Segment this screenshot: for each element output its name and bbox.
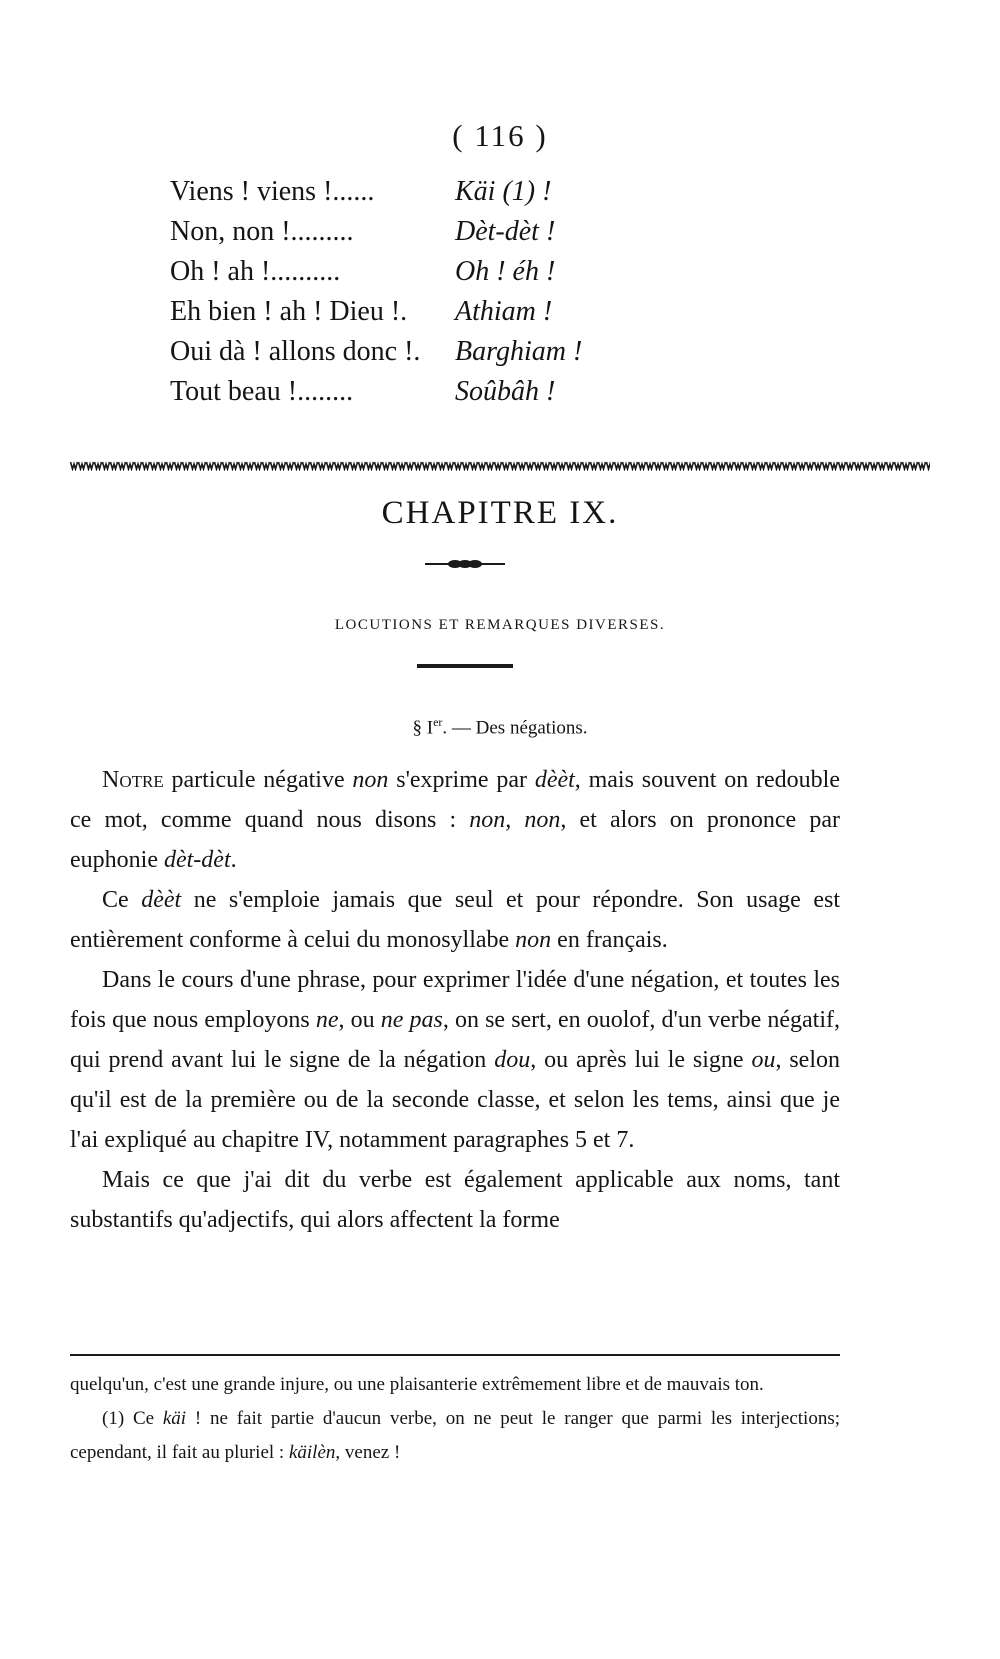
section-title: . — Des négations. (442, 717, 588, 739)
footnote-separator (70, 1354, 840, 1356)
french-interjection: Tout beau !........ (170, 376, 354, 407)
french-interjection: Eh bien ! ah ! Dieu !. (170, 296, 408, 327)
footnote-1 (70, 1402, 840, 1470)
interjection-row (170, 172, 690, 212)
text-run: Ce (102, 887, 142, 913)
wolof-interjection: Dèt-dèt ! (455, 216, 556, 247)
text-run: Mais ce que j'ai dit du verbe est également applicable aux noms, tant substantifs qu'adjectifs, qui alors affectent la forme (70, 1167, 840, 1233)
text-run: (1) Ce (102, 1408, 163, 1429)
lead-word: Notre (102, 767, 164, 793)
paragraph (70, 760, 840, 880)
interjection-row (170, 212, 690, 252)
section-mark: § I (412, 717, 434, 739)
text-run: , ou après lui le signe (530, 1047, 752, 1073)
section-heading (0, 715, 1000, 739)
paragraph (70, 880, 840, 960)
french-interjection: Oh ! ah !.......... (170, 256, 341, 287)
interjection-table (170, 172, 690, 412)
chapter-subtitle: LOCUTIONS ET REMARQUES DIVERSES. (334, 617, 666, 633)
italic-run: käi (162, 1408, 187, 1429)
text-run: s'exprime par (388, 767, 535, 793)
text-run: ne s'emploie jamais que seul et pour répondre. Son usage est entièrement conforme à celui du monosyllabe (70, 887, 840, 953)
interjection-row (170, 332, 690, 372)
page-number: ( 116 ) (452, 118, 548, 153)
french-interjection: Non, non !......... (170, 216, 354, 247)
interjection-row (170, 372, 690, 412)
italic-run: non, non (469, 807, 561, 833)
italic-run: ou (751, 1047, 776, 1073)
text-run: , et alors on prononce par euphonie (70, 807, 840, 873)
flourish-ornament (425, 556, 505, 572)
italic-run: non (515, 927, 552, 953)
interjection-row (170, 292, 690, 332)
italic-run: dèt-dèt (163, 847, 231, 873)
french-interjection: Oui dà ! allons donc !. (170, 336, 421, 367)
wolof-interjection: Oh ! éh ! (455, 256, 556, 287)
italic-run: ne (315, 1007, 339, 1033)
italic-run: dèèt (534, 767, 575, 793)
italic-run: dèèt (141, 887, 182, 913)
italic-run: ne pas (380, 1007, 443, 1033)
text-run: ! ne fait partie d'aucun verbe, on ne peut le ranger que parmi les interjections; cependant, il fait au pluriel : (70, 1408, 840, 1463)
text-run: en français. (551, 927, 668, 953)
body-text (70, 760, 840, 1240)
text-run: Dans le cours d'une phrase, pour exprimer l'idée d'une négation, et toutes les fois que nous employons (70, 967, 840, 1033)
footnote-continuation: quelqu'un, c'est une grande injure, ou une plaisanterie extrêmement libre et de mauvais ton. (70, 1374, 764, 1395)
wolof-interjection: Soûbâh ! (455, 376, 556, 407)
wolof-interjection: Barghiam ! (455, 336, 583, 367)
chapter-title: CHAPITRE IX. (381, 495, 619, 531)
section-ordinal: er (433, 715, 443, 729)
italic-run: non (352, 767, 389, 793)
text-run: . (230, 847, 237, 873)
interjection-row (170, 252, 690, 292)
wolof-interjection: Käi (1) ! (455, 176, 552, 207)
section-divider (417, 664, 513, 668)
italic-run: käilèn (288, 1442, 336, 1463)
text-run: , venez ! (335, 1442, 401, 1463)
text-run: , ou (338, 1007, 381, 1033)
footnotes (70, 1368, 840, 1470)
wolof-interjection: Athiam ! (455, 296, 553, 327)
ornamental-border (70, 461, 930, 471)
french-interjection: Viens ! viens !...... (170, 176, 375, 207)
italic-run: dou (494, 1047, 531, 1073)
text-run: , mais souvent on redouble ce mot, comme quand nous disons : (70, 767, 841, 833)
text-run: particule négative (163, 767, 353, 793)
paragraph (70, 960, 840, 1160)
text-run: , on se sert, en ouolof, d'un verbe négatif, qui prend avant lui le signe de la négation (70, 1007, 841, 1073)
text-run: , selon qu'il est de la première ou de la seconde classe, et selon les tems, ainsi que je l'ai expliqué au chapitre IV, notamment paragraphes 5 et 7. (70, 1047, 840, 1153)
paragraph (70, 1160, 840, 1240)
